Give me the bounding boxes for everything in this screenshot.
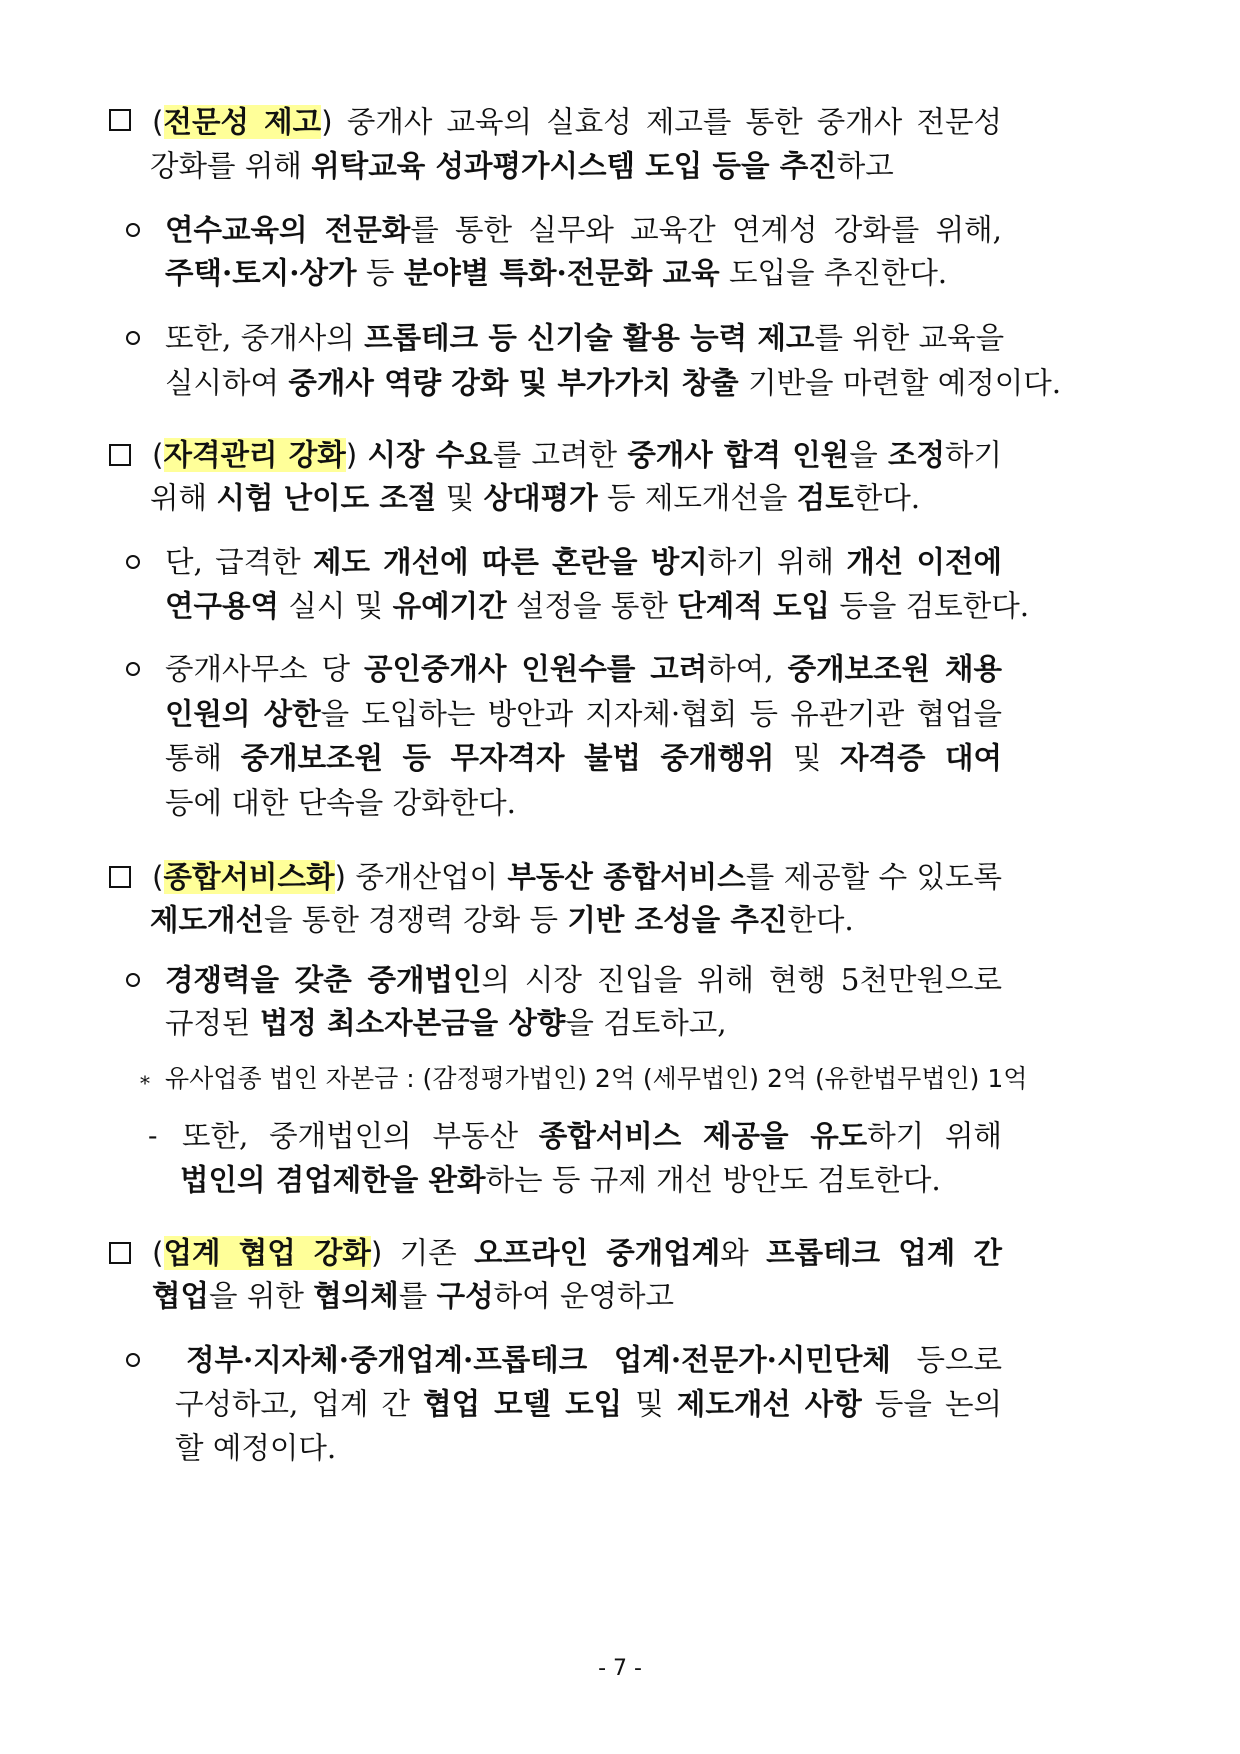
dash-marker-icon: - bbox=[148, 1119, 158, 1152]
body-text: 통해 bbox=[165, 741, 241, 775]
body-text: 하여 운영하고 bbox=[493, 1279, 674, 1313]
emphasis-text: 협업 모델 도입 bbox=[423, 1386, 623, 1421]
body-text: 을 도입하는 방안과 지자체·협회 등 유관기관 협업을 bbox=[320, 697, 1002, 731]
emphasis-text: 시험 난이도 조절 bbox=[216, 480, 437, 515]
section-heading-line bbox=[152, 857, 1002, 897]
emphasis-text: 분야별 특화·전문화 교육 bbox=[403, 255, 720, 290]
body-text: 및 bbox=[774, 741, 841, 775]
body-text: 위해 bbox=[150, 481, 217, 515]
section-checkbox-icon bbox=[109, 444, 131, 466]
body-text: 구성하고, 업계 간 bbox=[175, 1387, 424, 1421]
emphasis-text: 중개보조원 등 무자격자 불법 중개행위 bbox=[240, 740, 775, 775]
emphasis-text: 법인의 겸업제한을 완화 bbox=[180, 1162, 486, 1197]
emphasis-text: 법정 최소자본금을 상향 bbox=[259, 1005, 566, 1040]
emphasis-text: 제도 개선에 따른 혼란을 방지 bbox=[312, 544, 708, 579]
body-text: 등 bbox=[356, 256, 404, 290]
body-text: 하고 bbox=[836, 149, 894, 183]
body-text: 중개산업이 bbox=[355, 860, 508, 894]
section-title: 자격관리 강화 bbox=[163, 438, 346, 472]
body-text: 하기 위해 bbox=[867, 1119, 1002, 1153]
section-body-line bbox=[150, 478, 1002, 518]
body-text: 하기 위해 bbox=[707, 545, 847, 579]
paren-open: ( bbox=[152, 438, 164, 472]
emphasis-text: 부동산 종합서비스 bbox=[507, 859, 746, 894]
body-text: 등 제도개선을 bbox=[597, 481, 797, 515]
emphasis-text: 연수교육의 전문화 bbox=[165, 212, 411, 247]
section-heading-line bbox=[152, 1233, 1002, 1273]
section-checkbox-icon bbox=[109, 1242, 131, 1264]
bullet-line bbox=[165, 960, 1002, 1000]
body-text: 을 bbox=[849, 438, 888, 472]
section-body-line bbox=[152, 1276, 1002, 1316]
emphasis-text: 협의체 bbox=[313, 1278, 399, 1313]
bullet-line bbox=[165, 318, 1005, 358]
body-text: 한다. bbox=[787, 903, 854, 937]
body-text: 등을 검토한다. bbox=[830, 589, 1030, 623]
emphasis-text: 오프라인 중개업계 bbox=[474, 1235, 721, 1270]
circle-bullet-icon bbox=[126, 1353, 140, 1367]
dash-item-line bbox=[182, 1116, 1002, 1156]
emphasis-text: 정부·지자체·중개업계·프롭테크 업계·전문가·시민단체 bbox=[186, 1342, 891, 1377]
body-text: 단, 급격한 bbox=[165, 545, 313, 579]
section-heading-line bbox=[152, 102, 1002, 142]
emphasis-text: 시장 수요 bbox=[367, 437, 493, 472]
circle-bullet-icon bbox=[126, 555, 140, 569]
page-number: - 7 - bbox=[598, 1656, 642, 1681]
bullet-line bbox=[165, 363, 1062, 403]
section-heading-line bbox=[152, 435, 1002, 475]
body-text: 할 예정이다. bbox=[175, 1431, 337, 1465]
body-text: 및 bbox=[436, 481, 484, 515]
emphasis-text: 중개보조원 채용 bbox=[787, 651, 1002, 686]
section-title: 업계 협업 강화 bbox=[163, 1236, 371, 1270]
body-text: 를 제공할 수 있도록 bbox=[745, 860, 1002, 894]
body-text: 규정된 bbox=[165, 1006, 260, 1040]
body-text: 와 bbox=[720, 1236, 767, 1270]
body-text: 기반을 마련할 예정이다. bbox=[738, 366, 1062, 400]
emphasis-text: 프롭테크 업계 간 bbox=[766, 1235, 1003, 1270]
emphasis-text: 인원의 상한 bbox=[165, 696, 321, 731]
body-text: 를 통한 실무와 교육간 연계성 강화를 위해, bbox=[410, 213, 1002, 247]
paren-open: ( bbox=[152, 1236, 164, 1270]
bullet-line bbox=[165, 694, 1002, 734]
emphasis-text: 조정 bbox=[888, 437, 945, 472]
body-text: 등을 논의 bbox=[861, 1387, 1002, 1421]
body-text: 를 bbox=[398, 1279, 437, 1313]
circle-bullet-icon bbox=[126, 223, 140, 237]
section-checkbox-icon bbox=[109, 866, 131, 888]
emphasis-text: 연구용역 bbox=[165, 588, 279, 623]
emphasis-text: 유예기간 bbox=[392, 588, 507, 623]
body-text: 의 시장 진입을 위해 현행 5천만원으로 bbox=[481, 963, 1002, 997]
emphasis-text: 제도개선 사항 bbox=[676, 1386, 862, 1421]
bullet-line bbox=[165, 253, 1002, 293]
emphasis-text: 제도개선 bbox=[150, 902, 264, 937]
body-text: 하는 등 규제 개선 방안도 검토한다. bbox=[485, 1163, 941, 1197]
asterisk-icon: * bbox=[140, 1071, 150, 1095]
bullet-line bbox=[165, 649, 1002, 689]
body-text: 등에 대한 단속을 강화한다. bbox=[165, 786, 516, 820]
bullet-line bbox=[175, 1428, 1002, 1468]
emphasis-text: 중개사 역량 강화 및 부가가치 창출 bbox=[288, 365, 739, 400]
emphasis-text: 상대평가 bbox=[483, 480, 598, 515]
body-text: 기존 bbox=[399, 1236, 475, 1270]
emphasis-text: 중개사 합격 인원 bbox=[627, 437, 850, 472]
body-text: 및 bbox=[622, 1387, 677, 1421]
paren-close: ) bbox=[334, 860, 356, 894]
paren-open: ( bbox=[152, 105, 164, 139]
body-text: 를 고려한 bbox=[492, 438, 628, 472]
emphasis-text: 단계적 도입 bbox=[677, 588, 831, 623]
emphasis-text: 공인중개사 인원수를 고려 bbox=[363, 651, 708, 686]
bullet-line bbox=[165, 542, 1002, 582]
emphasis-text: 프롭테크 등 신기술 활용 능력 제고 bbox=[364, 320, 815, 355]
emphasis-text: 자격증 대여 bbox=[840, 740, 1002, 775]
body-text: 를 위한 교육을 bbox=[814, 321, 1005, 355]
body-text: 중개사 교육의 실효성 제고를 통한 중개사 전문성 bbox=[346, 105, 1002, 139]
emphasis-text: 협업 bbox=[152, 1278, 209, 1313]
paren-open: ( bbox=[152, 860, 164, 894]
body-text: 설정을 통한 bbox=[506, 589, 678, 623]
dash-item-line bbox=[180, 1160, 1002, 1200]
bullet-line bbox=[186, 1340, 1002, 1380]
emphasis-text: 위탁교육 성과평가시스템 도입 등을 추진 bbox=[311, 148, 837, 183]
footnote-text: 유사업종 법인 자본금 : (감정평가법인) 2억 (세무법인) 2억 (유한법무법인) 1억 bbox=[165, 1064, 1028, 1093]
body-text: 등으로 bbox=[890, 1343, 1002, 1377]
section-title: 전문성 제고 bbox=[163, 105, 322, 139]
body-text: 을 통한 경쟁력 강화 등 bbox=[264, 903, 568, 937]
body-text: 또한, 중개사의 bbox=[165, 321, 365, 355]
bullet-line bbox=[165, 210, 1002, 250]
bullet-line bbox=[165, 738, 1002, 778]
body-text: 도입을 추진한다. bbox=[719, 256, 948, 290]
section-checkbox-icon bbox=[109, 109, 131, 131]
emphasis-text: 종합서비스 제공을 유도 bbox=[538, 1118, 868, 1153]
body-text: 을 검토하고, bbox=[565, 1006, 727, 1040]
circle-bullet-icon bbox=[126, 973, 140, 987]
bullet-line bbox=[165, 783, 1002, 823]
body-text: 실시하여 bbox=[165, 366, 289, 400]
emphasis-text: 경쟁력을 갖춘 중개법인 bbox=[165, 962, 482, 997]
emphasis-text: 기반 조성을 추진 bbox=[567, 902, 788, 937]
body-text: 실시 및 bbox=[279, 589, 393, 623]
body-text: 을 위한 bbox=[209, 1279, 314, 1313]
paren-close: ) bbox=[370, 1236, 400, 1270]
bullet-line bbox=[175, 1384, 1002, 1424]
paren-close: ) bbox=[321, 105, 347, 139]
body-text: 하여, bbox=[707, 652, 788, 686]
circle-bullet-icon bbox=[126, 662, 140, 676]
emphasis-text: 구성 bbox=[436, 1278, 494, 1313]
body-text: 또한, 중개법인의 부동산 bbox=[182, 1119, 539, 1153]
section-body-line bbox=[150, 146, 1002, 186]
body-text: 중개사무소 당 bbox=[165, 652, 364, 686]
section-title: 종합서비스화 bbox=[163, 860, 335, 894]
bullet-line bbox=[165, 586, 1030, 626]
section-body-line bbox=[150, 900, 1002, 940]
bullet-line bbox=[165, 1003, 1002, 1043]
body-text: 강화를 위해 bbox=[150, 149, 312, 183]
body-text: 하기 bbox=[945, 438, 1002, 472]
paren-close: ) bbox=[345, 438, 368, 472]
emphasis-text: 주택·토지·상가 bbox=[165, 255, 357, 290]
emphasis-text: 개선 이전에 bbox=[846, 544, 1002, 579]
circle-bullet-icon bbox=[126, 331, 140, 345]
body-text: 한다. bbox=[853, 481, 921, 515]
emphasis-text: 검토 bbox=[796, 480, 854, 515]
